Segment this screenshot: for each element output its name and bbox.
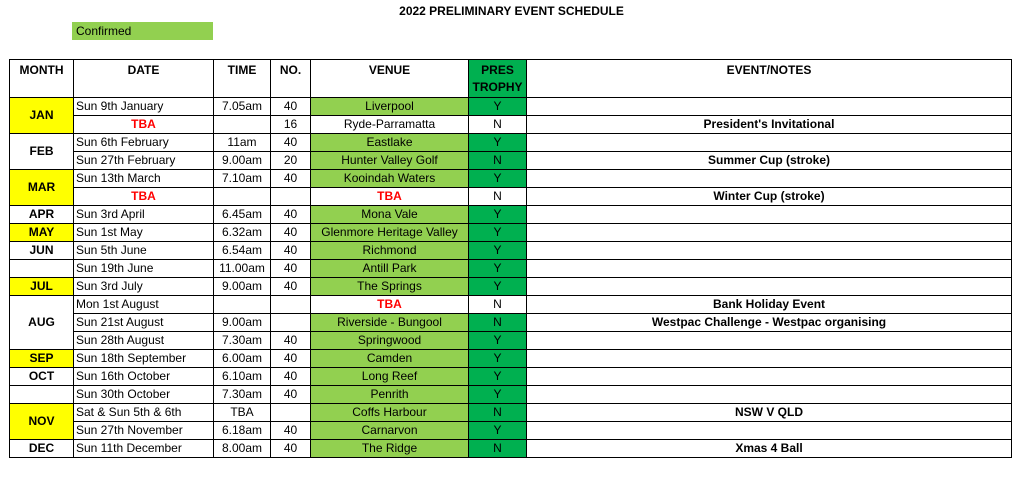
time-cell	[214, 296, 271, 314]
month-cell: SEP	[10, 350, 74, 368]
date-cell: Sun 16th October	[74, 368, 214, 386]
month-cell: DEC	[10, 440, 74, 458]
event-notes-cell: Winter Cup (stroke)	[527, 188, 1012, 206]
pres-trophy-cell: Y	[469, 332, 527, 350]
date-cell: TBA	[74, 188, 214, 206]
month-cell: OCT	[10, 368, 74, 386]
event-notes-cell	[527, 386, 1012, 404]
venue-cell: Coffs Harbour	[311, 404, 469, 422]
number-cell	[271, 404, 311, 422]
time-cell: 6.18am	[214, 422, 271, 440]
event-notes-cell	[527, 224, 1012, 242]
table-row	[10, 116, 1012, 134]
table-row	[10, 350, 1012, 368]
header-event-notes: EVENT/NOTES	[527, 60, 1012, 98]
event-notes-cell	[527, 134, 1012, 152]
table-row	[10, 98, 1012, 116]
date-cell: Sun 13th March	[74, 170, 214, 188]
month-cell: MAR	[10, 170, 74, 206]
number-cell: 40	[271, 206, 311, 224]
venue-cell: Hunter Valley Golf	[311, 152, 469, 170]
pres-trophy-cell: Y	[469, 386, 527, 404]
time-cell: 7.05am	[214, 98, 271, 116]
date-cell: Sun 11th December	[74, 440, 214, 458]
venue-cell: Eastlake	[311, 134, 469, 152]
month-cell: MAY	[10, 224, 74, 242]
table-row	[10, 206, 1012, 224]
event-schedule-table	[9, 59, 1012, 458]
pres-trophy-cell: N	[469, 188, 527, 206]
event-notes-cell: Westpac Challenge - Westpac organising	[527, 314, 1012, 332]
month-cell: JUL	[10, 278, 74, 296]
schedule-body	[10, 98, 1012, 458]
event-notes-cell	[527, 332, 1012, 350]
time-cell: 9.00am	[214, 314, 271, 332]
pres-trophy-cell: Y	[469, 170, 527, 188]
table-header-row	[10, 60, 1012, 98]
event-notes-cell: NSW V QLD	[527, 404, 1012, 422]
venue-cell: TBA	[311, 188, 469, 206]
table-row	[10, 188, 1012, 206]
time-cell: 9.00am	[214, 278, 271, 296]
month-cell	[10, 386, 74, 404]
time-cell: 11.00am	[214, 260, 271, 278]
event-notes-cell: Bank Holiday Event	[527, 296, 1012, 314]
time-cell: 9.00am	[214, 152, 271, 170]
table-row	[10, 134, 1012, 152]
number-cell: 40	[271, 422, 311, 440]
event-notes-cell	[527, 242, 1012, 260]
venue-cell: Springwood	[311, 332, 469, 350]
number-cell	[271, 314, 311, 332]
number-cell: 40	[271, 440, 311, 458]
venue-cell: Riverside - Bungool	[311, 314, 469, 332]
table-row	[10, 296, 1012, 314]
venue-cell: Glenmore Heritage Valley	[311, 224, 469, 242]
pres-trophy-cell: N	[469, 404, 527, 422]
number-cell: 40	[271, 260, 311, 278]
event-notes-cell: Summer Cup (stroke)	[527, 152, 1012, 170]
event-notes-cell	[527, 98, 1012, 116]
time-cell: 6.32am	[214, 224, 271, 242]
date-cell: Sun 3rd July	[74, 278, 214, 296]
date-cell: Sun 28th August	[74, 332, 214, 350]
date-cell: Sat & Sun 5th & 6th	[74, 404, 214, 422]
venue-cell: Penrith	[311, 386, 469, 404]
number-cell	[271, 296, 311, 314]
pres-trophy-cell: N	[469, 296, 527, 314]
confirmed-legend: Confirmed	[72, 22, 213, 40]
table-row	[10, 278, 1012, 296]
venue-cell: TBA	[311, 296, 469, 314]
number-cell: 40	[271, 386, 311, 404]
time-cell: 7.30am	[214, 332, 271, 350]
time-cell: 6.54am	[214, 242, 271, 260]
table-row	[10, 386, 1012, 404]
pres-trophy-cell: N	[469, 440, 527, 458]
date-cell: Mon 1st August	[74, 296, 214, 314]
number-cell: 40	[271, 98, 311, 116]
time-cell: 8.00am	[214, 440, 271, 458]
table-row	[10, 260, 1012, 278]
event-notes-cell	[527, 260, 1012, 278]
event-notes-cell: President's Invitational	[527, 116, 1012, 134]
table-row	[10, 440, 1012, 458]
pres-trophy-cell: Y	[469, 278, 527, 296]
event-notes-cell	[527, 170, 1012, 188]
pres-trophy-cell: Y	[469, 350, 527, 368]
table-row	[10, 332, 1012, 350]
date-cell: Sun 30th October	[74, 386, 214, 404]
event-notes-cell	[527, 206, 1012, 224]
table-row	[10, 224, 1012, 242]
time-cell	[214, 188, 271, 206]
event-notes-cell	[527, 278, 1012, 296]
pres-trophy-cell: Y	[469, 242, 527, 260]
month-cell: APR	[10, 206, 74, 224]
month-cell: JAN	[10, 98, 74, 134]
table-row	[10, 242, 1012, 260]
date-cell: Sun 21st August	[74, 314, 214, 332]
month-cell: AUG	[10, 296, 74, 350]
number-cell: 40	[271, 278, 311, 296]
date-cell: Sun 5th June	[74, 242, 214, 260]
venue-cell: Mona Vale	[311, 206, 469, 224]
venue-cell: The Ridge	[311, 440, 469, 458]
number-cell: 40	[271, 242, 311, 260]
venue-cell: Liverpool	[311, 98, 469, 116]
date-cell: Sun 27th November	[74, 422, 214, 440]
date-cell: Sun 9th January	[74, 98, 214, 116]
venue-cell: Camden	[311, 350, 469, 368]
header-date: DATE	[74, 60, 214, 98]
pres-trophy-cell: Y	[469, 260, 527, 278]
time-cell: TBA	[214, 404, 271, 422]
number-cell: 40	[271, 134, 311, 152]
venue-cell: Antill Park	[311, 260, 469, 278]
time-cell: 11am	[214, 134, 271, 152]
time-cell: 7.10am	[214, 170, 271, 188]
venue-cell: Ryde-Parramatta	[311, 116, 469, 134]
venue-cell: Long Reef	[311, 368, 469, 386]
pres-trophy-cell: N	[469, 314, 527, 332]
date-cell: Sun 6th February	[74, 134, 214, 152]
number-cell: 16	[271, 116, 311, 134]
date-cell: Sun 27th February	[74, 152, 214, 170]
date-cell: Sun 19th June	[74, 260, 214, 278]
pres-trophy-cell: Y	[469, 98, 527, 116]
event-notes-cell	[527, 350, 1012, 368]
header-month: MONTH	[10, 60, 74, 98]
time-cell: 7.30am	[214, 386, 271, 404]
time-cell: 6.10am	[214, 368, 271, 386]
number-cell: 20	[271, 152, 311, 170]
header-venue: VENUE	[311, 60, 469, 98]
date-cell: TBA	[74, 116, 214, 134]
table-row	[10, 404, 1012, 422]
date-cell: Sun 3rd April	[74, 206, 214, 224]
event-notes-cell	[527, 368, 1012, 386]
time-cell	[214, 116, 271, 134]
event-notes-cell: Xmas 4 Ball	[527, 440, 1012, 458]
venue-cell: Kooindah Waters	[311, 170, 469, 188]
venue-cell: The Springs	[311, 278, 469, 296]
venue-cell: Richmond	[311, 242, 469, 260]
table-row	[10, 422, 1012, 440]
pres-trophy-cell: N	[469, 152, 527, 170]
pres-trophy-cell: Y	[469, 206, 527, 224]
pres-trophy-cell: Y	[469, 224, 527, 242]
number-cell: 40	[271, 332, 311, 350]
pres-trophy-cell: N	[469, 116, 527, 134]
header-no: NO.	[271, 60, 311, 98]
header-pres-trophy: PRES TROPHY	[469, 60, 527, 98]
number-cell: 40	[271, 170, 311, 188]
event-notes-cell	[527, 422, 1012, 440]
time-cell: 6.00am	[214, 350, 271, 368]
number-cell: 40	[271, 224, 311, 242]
number-cell: 40	[271, 350, 311, 368]
page-title: 2022 PRELIMINARY EVENT SCHEDULE	[399, 4, 624, 18]
pres-trophy-cell: Y	[469, 422, 527, 440]
table-row	[10, 368, 1012, 386]
table-row	[10, 152, 1012, 170]
header-time: TIME	[214, 60, 271, 98]
pres-trophy-cell: Y	[469, 134, 527, 152]
date-cell: Sun 1st May	[74, 224, 214, 242]
month-cell: NOV	[10, 404, 74, 440]
pres-trophy-cell: Y	[469, 368, 527, 386]
month-cell: JUN	[10, 242, 74, 260]
month-cell	[10, 260, 74, 278]
number-cell	[271, 188, 311, 206]
month-cell: FEB	[10, 134, 74, 170]
date-cell: Sun 18th September	[74, 350, 214, 368]
table-row	[10, 170, 1012, 188]
time-cell: 6.45am	[214, 206, 271, 224]
venue-cell: Carnarvon	[311, 422, 469, 440]
table-row	[10, 314, 1012, 332]
number-cell: 40	[271, 368, 311, 386]
